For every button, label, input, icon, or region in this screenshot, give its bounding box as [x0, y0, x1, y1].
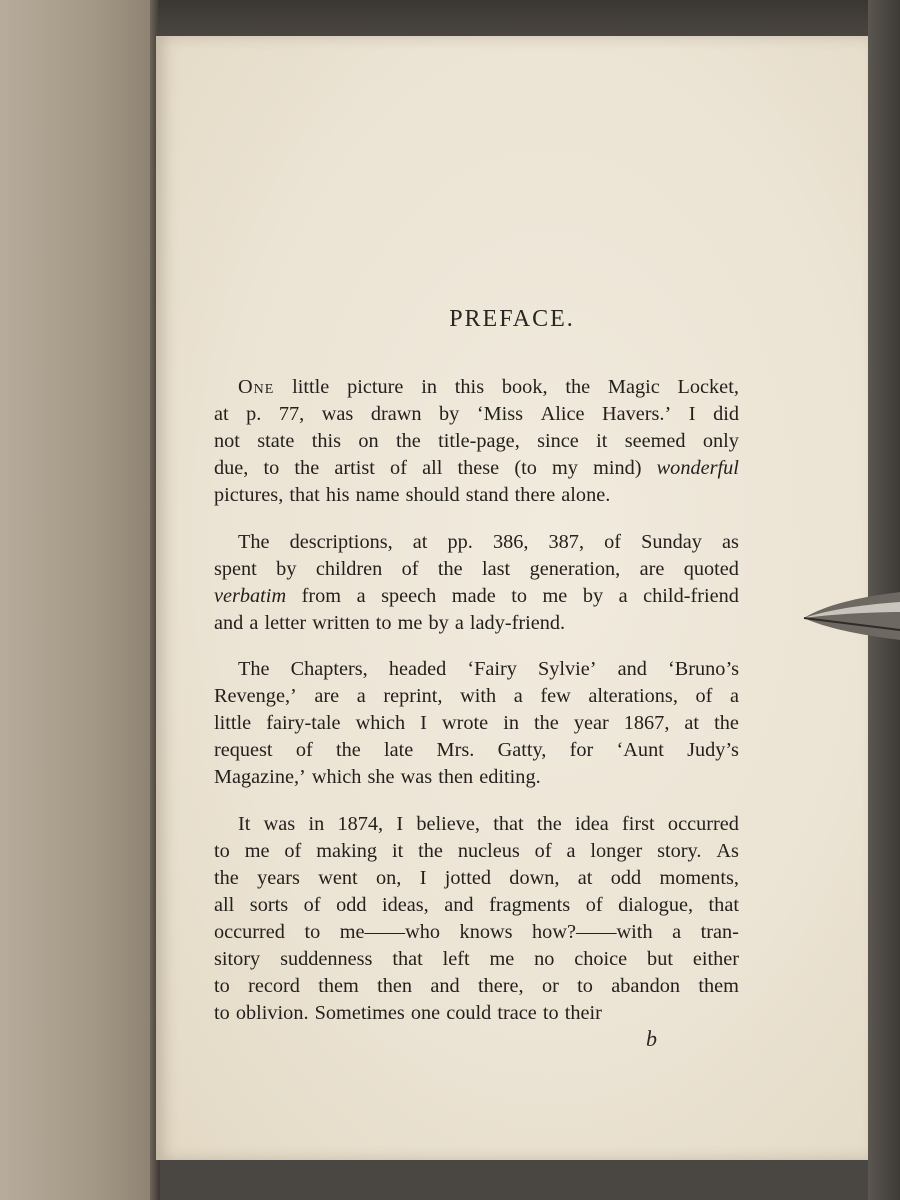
paragraph-2: [214, 529, 739, 637]
word: at: [214, 403, 229, 425]
word: year: [573, 712, 609, 734]
word: 1874,: [337, 813, 384, 835]
word: with: [460, 685, 497, 707]
word: Magazine,’: [214, 766, 306, 788]
word: of: [303, 894, 321, 916]
text-line: [214, 610, 739, 637]
word: abandon: [611, 975, 680, 997]
word: of: [295, 739, 313, 761]
italic-word: verbatim: [214, 585, 287, 607]
word: there: [514, 484, 556, 506]
word: quoted: [683, 558, 739, 580]
text-line: [214, 919, 739, 946]
word: spent: [214, 558, 257, 580]
word: that: [289, 484, 320, 506]
word: letter: [264, 612, 307, 634]
word: me: [542, 585, 568, 607]
word: It: [238, 813, 251, 835]
word: on,: [376, 867, 402, 889]
word: choice: [574, 948, 628, 970]
signature-mark: b: [646, 1026, 657, 1051]
word: was: [400, 766, 433, 788]
word: Sunday: [641, 531, 702, 553]
word: to: [577, 975, 593, 997]
word: a: [672, 921, 682, 943]
page-title: PREFACE.: [449, 306, 575, 332]
word: children: [315, 558, 383, 580]
word: jotted: [444, 867, 491, 889]
text-line: [214, 838, 739, 865]
word: since: [537, 430, 579, 452]
word: seemed: [624, 430, 686, 452]
word: mind): [593, 457, 642, 479]
word: 387,: [548, 531, 585, 553]
word: and: [214, 612, 244, 634]
word: them: [318, 975, 359, 997]
word: of: [390, 457, 407, 479]
word: his: [325, 484, 350, 506]
word: then: [377, 975, 413, 997]
word: 77,: [278, 403, 305, 425]
word: dialogue,: [618, 894, 694, 916]
word: alterations,: [588, 685, 678, 707]
word: the: [437, 558, 463, 580]
word: in: [503, 712, 519, 734]
word: suddenness: [280, 948, 373, 970]
word: the: [565, 376, 591, 398]
word: a: [454, 612, 464, 634]
text-line: [214, 737, 739, 764]
word: name: [355, 484, 400, 506]
word: there,: [478, 975, 524, 997]
word: and: [430, 975, 460, 997]
word: editing.: [479, 766, 541, 788]
text-line: [214, 865, 739, 892]
word: are: [314, 685, 340, 707]
word: child-friend: [643, 585, 739, 607]
word: tran-: [700, 921, 739, 943]
word: a: [566, 840, 576, 862]
book-page: [156, 36, 868, 1160]
word: or: [541, 975, 559, 997]
word: this: [454, 376, 485, 398]
word: by: [428, 612, 449, 634]
word: this: [311, 430, 342, 452]
word: the: [534, 712, 559, 734]
word: to: [214, 975, 230, 997]
word: knows: [459, 921, 513, 943]
word: to: [214, 840, 230, 862]
word: alone.: [561, 484, 611, 506]
word: that: [392, 948, 423, 970]
word: at: [577, 867, 593, 889]
word: the: [536, 813, 562, 835]
word: the: [214, 867, 239, 889]
word: which: [355, 712, 406, 734]
word: of: [284, 840, 302, 862]
word: occurred: [667, 813, 739, 835]
word: only: [702, 430, 739, 452]
word: did: [713, 403, 739, 425]
word: pictures,: [214, 484, 284, 506]
word: As: [716, 840, 739, 862]
word: a: [249, 612, 259, 634]
word: 386,: [492, 531, 529, 553]
word: the: [294, 457, 320, 479]
word: Gatty,: [497, 739, 547, 761]
word: p.: [246, 403, 262, 425]
word: by: [439, 403, 460, 425]
text-line: [214, 428, 739, 455]
word: then: [438, 766, 474, 788]
word: story.: [657, 840, 702, 862]
word: at: [684, 712, 700, 734]
word: lady-friend.: [469, 612, 566, 634]
word: the: [335, 739, 361, 761]
word: Judy’s: [687, 739, 739, 761]
word: my: [552, 457, 578, 479]
word: at: [412, 531, 428, 553]
text-line: [214, 482, 739, 509]
word: Mrs.: [436, 739, 475, 761]
word: I: [396, 813, 404, 835]
text-line: [214, 946, 739, 973]
word: generation,: [529, 558, 621, 580]
word: the: [418, 840, 443, 862]
word: idea: [574, 813, 609, 835]
word: that: [708, 894, 739, 916]
word: these: [457, 457, 500, 479]
text-line: [214, 583, 739, 610]
word: pp.: [447, 531, 473, 553]
word: due,: [214, 457, 249, 479]
word: first: [622, 813, 655, 835]
word: I: [419, 867, 427, 889]
word: fragments: [489, 894, 571, 916]
word: of: [585, 894, 603, 916]
word: in: [308, 813, 325, 835]
word: speech: [381, 585, 437, 607]
word: oblivion.: [235, 1002, 309, 1024]
word: picture: [347, 376, 404, 398]
word: little: [292, 376, 330, 398]
paragraph-3: [214, 656, 739, 791]
word: the: [396, 430, 421, 452]
text-line: [214, 811, 739, 838]
italic-word: wonderful: [656, 457, 739, 479]
pen-tip-icon: [800, 588, 900, 648]
word: for: [569, 739, 594, 761]
word: Locket,: [677, 376, 739, 398]
word: was: [321, 403, 354, 425]
word: Sometimes: [314, 1002, 405, 1024]
word: fairy-tale: [266, 712, 341, 734]
text-line: [214, 529, 739, 556]
word: should: [405, 484, 460, 506]
word: to: [214, 1002, 230, 1024]
word: no: [534, 948, 555, 970]
word: their: [564, 1002, 602, 1024]
word: left: [442, 948, 470, 970]
word: Havers.’: [602, 403, 672, 425]
word: me: [489, 948, 515, 970]
word: years: [257, 867, 300, 889]
word: descriptions,: [289, 531, 393, 553]
text-line: [214, 556, 739, 583]
word: a: [618, 585, 628, 607]
word: reprint,: [383, 685, 443, 707]
word: odd: [610, 867, 642, 889]
word: The: [238, 658, 270, 680]
word: to: [375, 612, 392, 634]
word: that: [493, 813, 524, 835]
word: and: [444, 894, 474, 916]
word: Sylvie’: [537, 658, 597, 680]
word: believe,: [416, 813, 481, 835]
word: sitory: [214, 948, 261, 970]
word: ‘Miss: [476, 403, 524, 425]
word: written: [312, 612, 370, 634]
word: ideas,: [382, 894, 429, 916]
word: by: [582, 585, 604, 607]
word: either: [692, 948, 739, 970]
word: 1867,: [623, 712, 670, 734]
word: it: [391, 840, 404, 862]
word: (to: [514, 457, 537, 479]
text-line: [214, 764, 739, 791]
background-top: [158, 0, 900, 36]
word: of: [604, 531, 621, 553]
word: a: [513, 685, 523, 707]
word: to: [511, 585, 528, 607]
word: how?——with: [532, 921, 653, 943]
text-line: [214, 710, 739, 737]
word: but: [647, 948, 673, 970]
word: all: [422, 457, 443, 479]
word: ‘Fairy: [467, 658, 517, 680]
text-line: [214, 1000, 739, 1027]
word: to: [304, 921, 321, 943]
word: record: [248, 975, 300, 997]
word: a: [729, 685, 739, 707]
word: it: [596, 430, 608, 452]
word: are: [639, 558, 665, 580]
facing-page: [0, 0, 158, 1200]
word: headed: [388, 658, 447, 680]
word: a: [356, 585, 366, 607]
word: sorts: [249, 894, 289, 916]
word: them: [698, 975, 739, 997]
word: Revenge,’: [214, 685, 297, 707]
paragraph-1: [214, 374, 739, 509]
word: down,: [509, 867, 560, 889]
word: request: [214, 739, 273, 761]
word: title-page,: [438, 430, 520, 452]
word: drawn: [370, 403, 422, 425]
word: me: [397, 612, 423, 634]
word: a: [356, 685, 366, 707]
word: to: [263, 457, 280, 479]
word: by: [276, 558, 297, 580]
word: wrote: [441, 712, 489, 734]
word: all: [214, 894, 235, 916]
word: and: [617, 658, 647, 680]
word: made: [451, 585, 496, 607]
word: she: [367, 766, 395, 788]
word: which: [311, 766, 362, 788]
word: on: [358, 430, 379, 452]
word: ‘Bruno’s: [667, 658, 739, 680]
word: me: [244, 840, 270, 862]
word: artist: [334, 457, 375, 479]
text-line: [214, 374, 739, 401]
text-line: [214, 892, 739, 919]
text-line: [214, 683, 739, 710]
word: nucleus: [457, 840, 520, 862]
word: little: [214, 712, 252, 734]
word: one: [410, 1002, 441, 1024]
text-line: [214, 401, 739, 428]
word: occurred: [214, 921, 285, 943]
word: not: [214, 430, 240, 452]
word: last: [482, 558, 511, 580]
word: longer: [590, 840, 643, 862]
word: I: [688, 403, 696, 425]
word: state: [257, 430, 295, 452]
word: could: [446, 1002, 492, 1024]
word: Alice: [540, 403, 585, 425]
small-caps-word: One: [238, 376, 275, 398]
word: Chapters,: [290, 658, 368, 680]
paragraph-4: [214, 811, 739, 1027]
word: the: [714, 712, 739, 734]
word: went: [318, 867, 358, 889]
word: odd: [336, 894, 367, 916]
word: Magic: [607, 376, 660, 398]
word: as: [722, 531, 739, 553]
word: late: [384, 739, 414, 761]
word: from: [301, 585, 342, 607]
word: few: [540, 685, 571, 707]
word: of: [695, 685, 713, 707]
word: stand: [465, 484, 509, 506]
word: The: [238, 531, 270, 553]
word: I: [420, 712, 427, 734]
word: me——who: [339, 921, 441, 943]
word: of: [534, 840, 552, 862]
text-line: [214, 455, 739, 482]
word: making: [316, 840, 378, 862]
word: was: [263, 813, 296, 835]
text-line: [214, 973, 739, 1000]
word: to: [542, 1002, 559, 1024]
text-line: [214, 656, 739, 683]
word: in: [421, 376, 437, 398]
word: ‘Aunt: [616, 739, 664, 761]
word: moments,: [659, 867, 739, 889]
word: trace: [497, 1002, 537, 1024]
word: of: [401, 558, 419, 580]
word: book,: [501, 376, 548, 398]
